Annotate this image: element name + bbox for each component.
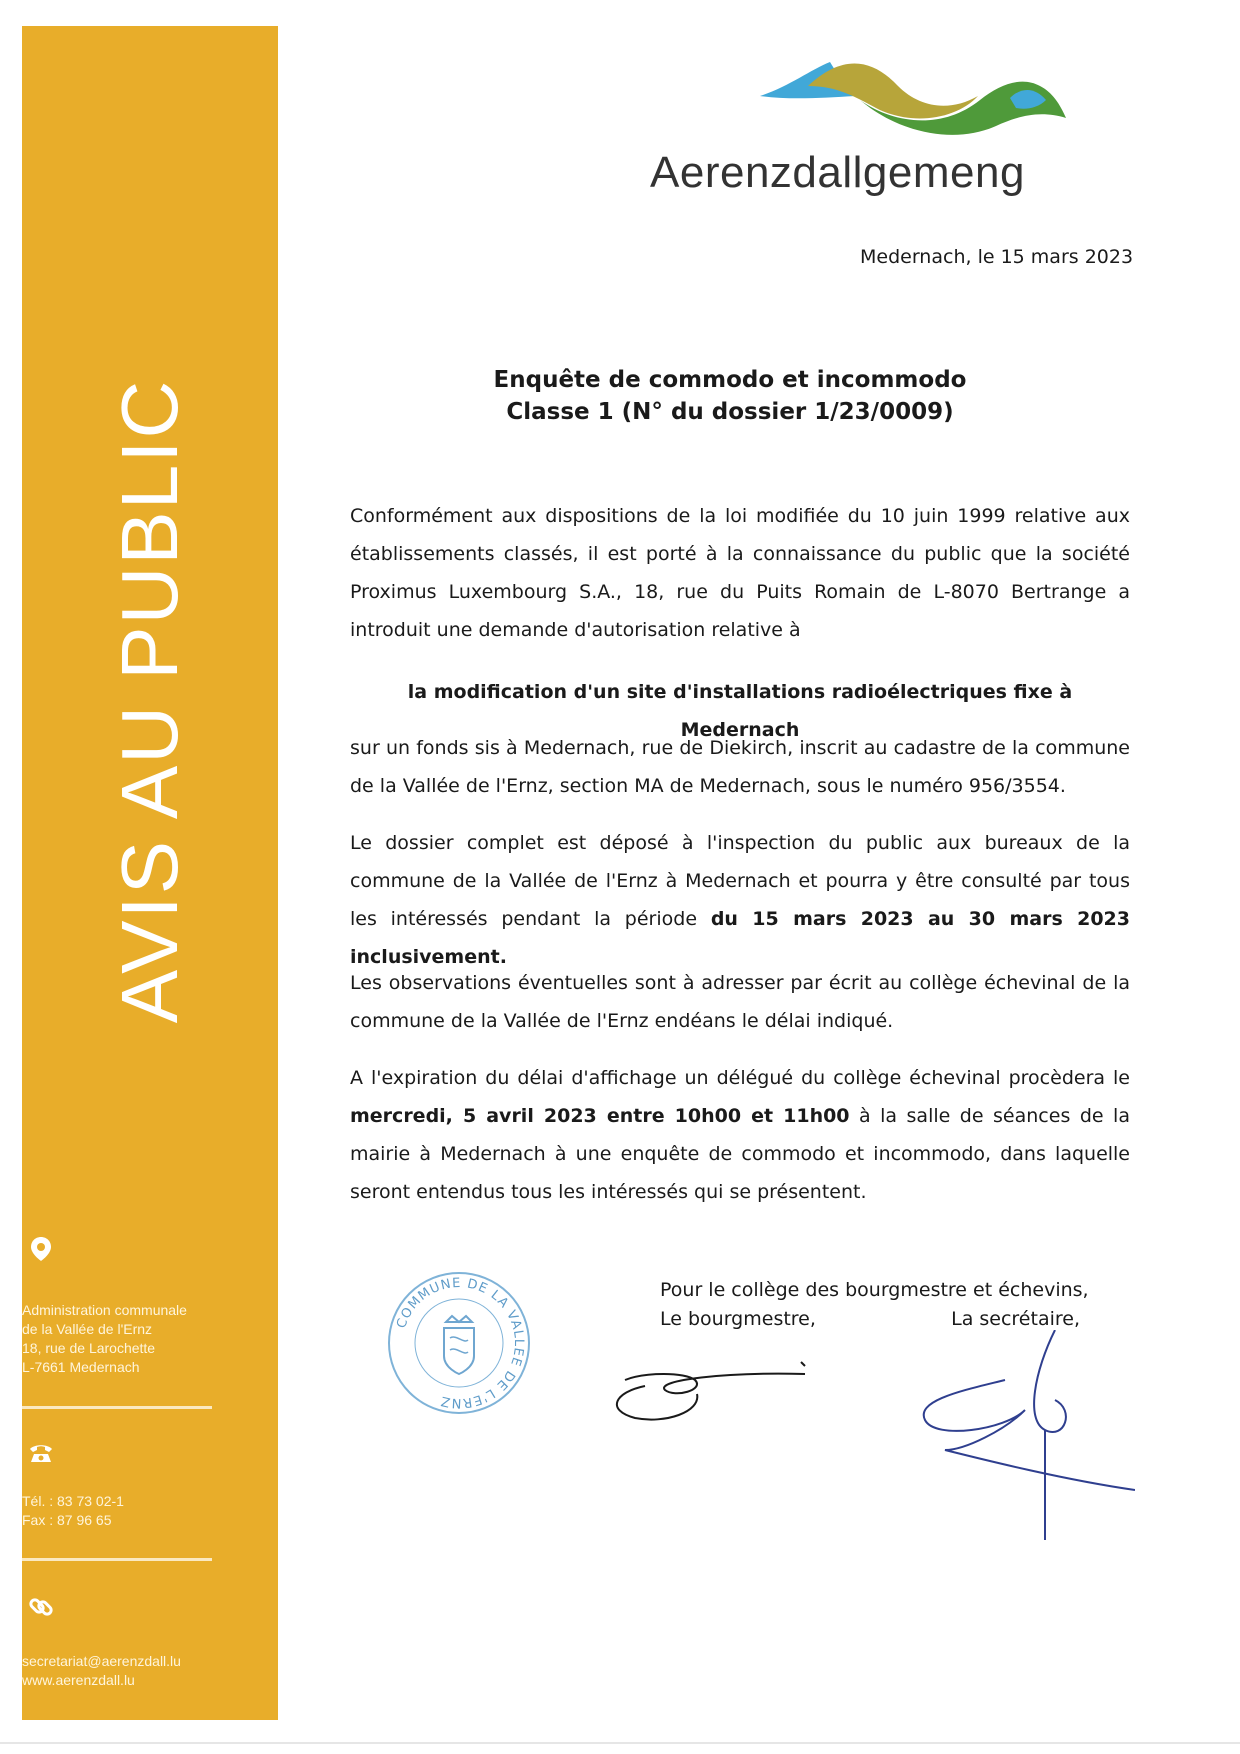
fax-line: Fax : 87 96 65 [22,1512,112,1528]
address-line: 18, rue de Larochette [22,1340,156,1356]
paragraph-text-span: Le dossier complet est déposé à l'inspection du public aux bureaux de la commune de la Vallée de l'Ernz à Medernach et pourra y être consulté par tous les intéressés pendant la période [350,832,1130,930]
paragraph-text-span: à la salle de séances de la mairie à Medernach à une enquête de commodo et incommodo, dans laquelle seront entendus tous les intéressés qui se présentent. [350,1105,1130,1203]
sidebar-phone [22,1492,124,1530]
paragraph-text-span: A l'expiration du délai d'affichage un délégué du collège échevinal procèdera le [350,1067,1130,1089]
sidebar-address [22,1301,187,1377]
paragraph-intro [350,497,1130,649]
link-chain-icon [28,1594,54,1620]
heading-line: Classe 1 (N° du dossier 1/23/0009) [506,399,954,425]
sidebar-divider [22,1406,212,1409]
document-date: Medernach, le 15 mars 2023 [860,246,1134,268]
paragraph-text: Les observations éventuelles sont à adresser par écrit au collège échevinal de la commune de la Vallée de l'Ernz endéans le délai indiqué. [350,972,1130,1032]
aerenzdall-logo-icon [760,56,1070,136]
sidebar-title-text: AVIS AU PUBLIC [105,378,194,1024]
phone-line: Tél. : 83 73 02-1 [22,1493,124,1509]
document-heading [440,364,1020,428]
secretary-label: La secrétaire, [951,1308,1080,1330]
subject-line: la modification d'un site d'installations radioélectriques fixe à Medernach [407,681,1073,741]
address-line: Administration communale [22,1302,187,1318]
paragraph-enquete [350,1059,1130,1211]
sidebar-web [22,1652,181,1690]
period-dates: du 15 mars 2023 au 30 mars 2023 inclusivement. [350,908,1130,968]
paragraph-text [350,824,1130,976]
website-link[interactable]: www.aerenzdall.lu [22,1672,135,1688]
mayor-signature-icon [605,1350,815,1440]
telephone-icon [28,1440,54,1466]
paragraph-text: Conformément aux dispositions de la loi modifiée du 10 juin 1999 relative aux établissements classés, il est porté à la connaissance du public que la société Proximus Luxembourg S.A., 18, rue du Puits Romain de L-8070 Bertrange a introduit une demande d'autorisation relative à [350,505,1130,641]
mayor-label: Le bourgmestre, [660,1308,816,1330]
paragraph-location [350,729,1130,805]
address-line: L-7661 Medernach [22,1359,140,1375]
sidebar-title [22,26,278,1720]
address-line: de la Vallée de l'Ernz [22,1321,153,1337]
heading-line: Enquête de commodo et incommodo [493,367,967,393]
enquete-date: mercredi, 5 avril 2023 entre 10h00 et 11h00 [350,1105,850,1127]
paragraph-text: sur un fonds sis à Medernach, rue de Diekirch, inscrit au cadastre de la commune de la Vallée de l'Ernz, section MA de Medernach, sous le numéro 956/3554. [350,737,1130,797]
paragraph-text [350,1059,1130,1211]
signature-intro: Pour le collège des bourgmestre et échevins, [660,1279,1089,1301]
email-link[interactable]: secretariat@aerenzdall.lu [22,1653,181,1669]
sidebar-band [22,26,278,1720]
sidebar-divider [22,1558,212,1561]
commune-seal-icon [384,1268,534,1418]
signature-block [660,1276,1089,1334]
seal-text: COMMUNE DE LA VALLEE DE L'ERNZ [394,1275,527,1411]
scan-edge-line [0,1742,1240,1744]
secretary-signature-icon [905,1330,1135,1540]
paragraph-dossier [350,824,1130,976]
location-pin-icon [28,1236,54,1262]
svg-text:COMMUNE DE LA VALLEE DE L'ERNZ [394,1276,526,1410]
paragraph-observations [350,964,1130,1040]
brand-name: Aerenzdallgemeng [650,148,1025,197]
